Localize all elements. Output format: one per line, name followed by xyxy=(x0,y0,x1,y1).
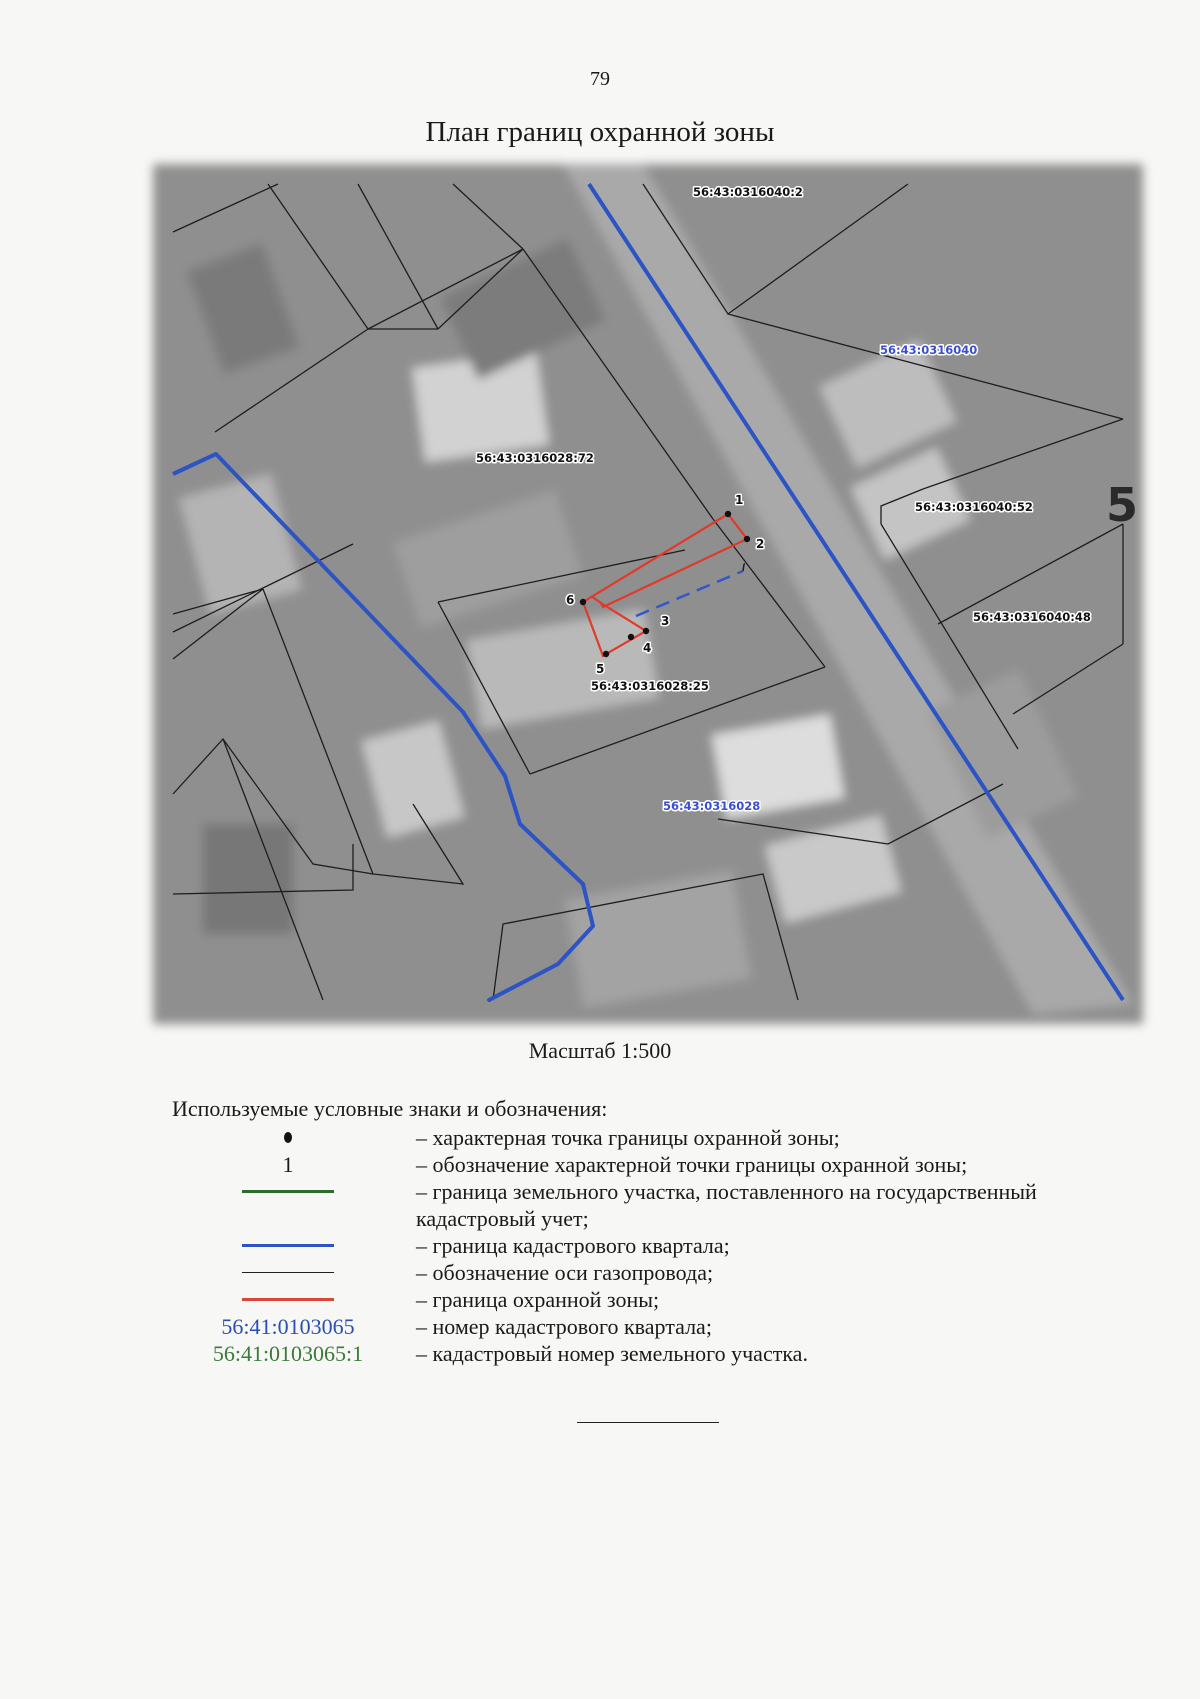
footer-rule xyxy=(577,1422,719,1423)
legend-desc: – характерная точка границы охранной зоны; xyxy=(416,1125,840,1150)
map-corner-digit: 5 xyxy=(1106,478,1139,532)
point-label-6: 6 xyxy=(566,593,575,607)
legend-heading: Используемые условные знаки и обозначения: xyxy=(172,1096,608,1121)
point-marker-icon xyxy=(284,1132,292,1143)
legend-row xyxy=(172,1232,1132,1259)
legend-symbol-text: 56:41:0103065 xyxy=(221,1314,355,1339)
point-label-3: 3 xyxy=(661,614,670,628)
legend-row xyxy=(172,1151,1132,1178)
quarter-boundary-line-icon xyxy=(242,1244,334,1247)
map-canvas xyxy=(173,184,1139,1000)
quarter-label: 56:43:0316028 xyxy=(663,799,761,813)
parcel-label: 56:43:0316028:72 xyxy=(476,451,594,465)
map-scale: Масштаб 1:500 xyxy=(528,1038,672,1063)
boundary-point-4 xyxy=(628,634,634,640)
boundary-point-5 xyxy=(603,651,609,657)
legend-desc: – обозначение характерной точки границы охранной зоны; xyxy=(416,1152,968,1177)
cadastral-map[interactable] xyxy=(172,183,1139,999)
legend-row xyxy=(172,1313,1132,1340)
legend-row xyxy=(172,1124,1132,1151)
boundary-point-3 xyxy=(643,628,649,634)
point-label-2: 2 xyxy=(756,537,765,551)
quarter-label: 56:43:0316040 xyxy=(880,343,978,357)
legend-desc: – граница охранной зоны; xyxy=(416,1287,660,1312)
zone-boundary-line-icon xyxy=(242,1298,334,1301)
page-title: План границ охранной зоны xyxy=(425,116,775,148)
point-label-1: 1 xyxy=(735,493,744,507)
legend-symbol-text: 56:41:0103065:1 xyxy=(212,1341,364,1366)
legend-row xyxy=(172,1259,1132,1286)
boundary-point-2 xyxy=(744,536,750,542)
point-label-4: 4 xyxy=(643,641,652,655)
legend-desc: – кадастровый номер земельного участка. xyxy=(416,1341,808,1366)
legend-symbol-text: 1 xyxy=(282,1152,294,1177)
legend xyxy=(172,1124,1132,1367)
parcel-label: 56:43:0316040:52 xyxy=(915,500,1033,514)
legend-desc: – обозначение оси газопровода; xyxy=(416,1260,714,1285)
legend-row xyxy=(172,1286,1132,1313)
boundary-point-6 xyxy=(580,599,586,605)
legend-row xyxy=(172,1340,1132,1367)
legend-row xyxy=(172,1178,1132,1232)
parcel-label: 56:43:0316040:2 xyxy=(693,185,803,199)
gas-axis-line-icon xyxy=(242,1272,334,1274)
legend-desc: – граница кадастрового квартала; xyxy=(416,1233,730,1258)
parcel-label: 56:43:0316028:25 xyxy=(591,679,709,693)
page-number: 79 xyxy=(590,68,610,90)
legend-desc: – номер кадастрового квартала; xyxy=(416,1314,712,1339)
boundary-point-1 xyxy=(725,511,731,517)
parcel-boundary-line-icon xyxy=(242,1190,334,1193)
legend-desc: – граница земельного участка, поставленного на государственный кадастровый учет; xyxy=(416,1179,1037,1231)
point-label-5: 5 xyxy=(596,662,605,676)
parcel-label: 56:43:0316040:48 xyxy=(973,610,1091,624)
